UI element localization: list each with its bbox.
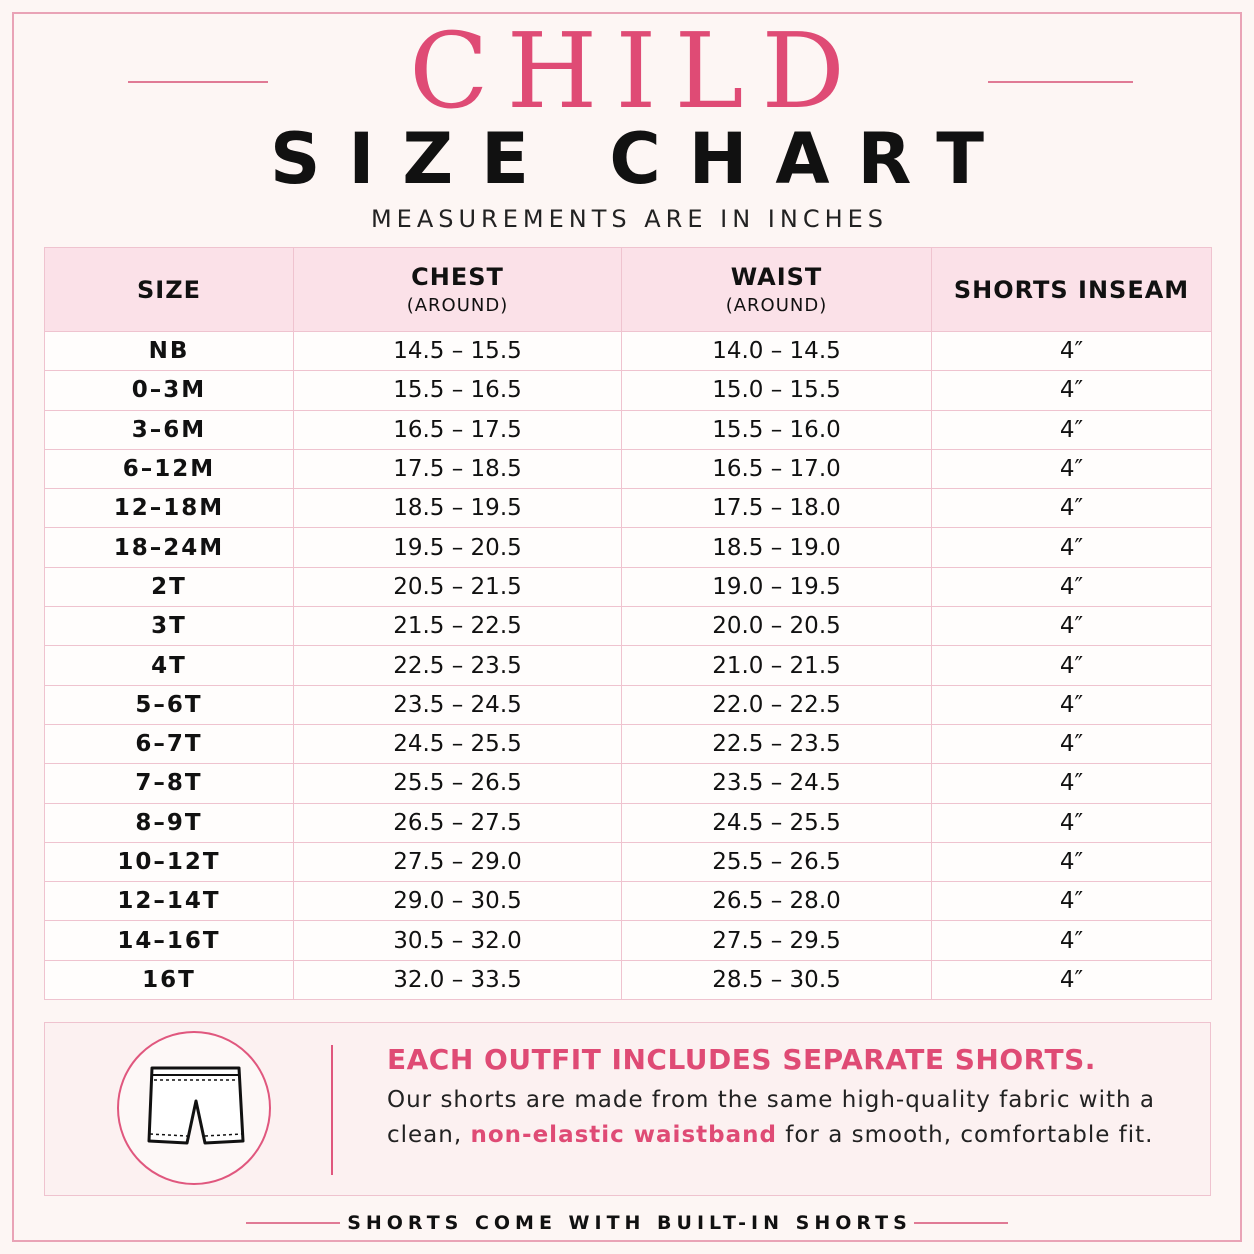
size-cell: 6–7T: [45, 724, 294, 763]
waist-cell: 23.5 – 24.5: [622, 764, 932, 803]
inseam-cell: 4″: [932, 567, 1212, 606]
chest-cell: 20.5 – 21.5: [294, 567, 622, 606]
size-cell: 7–8T: [45, 764, 294, 803]
inseam-cell: 4″: [932, 332, 1212, 371]
info-body-highlight: non-elastic waistband: [470, 1122, 777, 1148]
size-cell: 18–24M: [45, 528, 294, 567]
size-cell: 16T: [45, 960, 294, 999]
chest-cell: 27.5 – 29.0: [294, 842, 622, 881]
table-row: [45, 371, 1212, 410]
waist-cell: 15.5 – 16.0: [622, 410, 932, 449]
chest-cell: 19.5 – 20.5: [294, 528, 622, 567]
table-row: [45, 842, 1212, 881]
chest-cell: 18.5 – 19.5: [294, 489, 622, 528]
table-row: [45, 724, 1212, 763]
shorts-info-box: [44, 1022, 1211, 1196]
header-waist-label: WAIST: [730, 263, 823, 291]
header-chest-label: CHEST: [411, 263, 504, 291]
inseam-cell: 4″: [932, 685, 1212, 724]
info-heading: EACH OUTFIT INCLUDES SEPARATE SHORTS.: [387, 1043, 1096, 1076]
size-cell: 12–18M: [45, 489, 294, 528]
header-inseam-label: SHORTS INSEAM: [953, 275, 1190, 304]
inseam-cell: 4″: [932, 371, 1212, 410]
table-row: [45, 803, 1212, 842]
shorts-icon: [117, 1031, 271, 1185]
waist-cell: 18.5 – 19.0: [622, 528, 932, 567]
footer-note: SHORTS COME WITH BUILT-IN SHORTS: [347, 1212, 912, 1234]
table-row: [45, 960, 1212, 999]
shorts-icon-graphic: [119, 1033, 273, 1187]
waist-cell: 17.5 – 18.0: [622, 489, 932, 528]
waist-cell: 24.5 – 25.5: [622, 803, 932, 842]
info-body: [387, 1083, 1187, 1153]
waist-cell: 28.5 – 30.5: [622, 960, 932, 999]
chest-cell: 14.5 – 15.5: [294, 332, 622, 371]
table-row: [45, 528, 1212, 567]
table-row: [45, 410, 1212, 449]
chest-cell: 15.5 – 16.5: [294, 371, 622, 410]
size-cell: 5–6T: [45, 685, 294, 724]
inseam-cell: 4″: [932, 646, 1212, 685]
size-cell: 0–3M: [45, 371, 294, 410]
chest-cell: 16.5 – 17.5: [294, 410, 622, 449]
inseam-cell: 4″: [932, 803, 1212, 842]
inseam-cell: 4″: [932, 489, 1212, 528]
table-row: [45, 685, 1212, 724]
table-row: [45, 449, 1212, 488]
size-cell: 3–6M: [45, 410, 294, 449]
header-inseam: [932, 248, 1212, 332]
inseam-cell: 4″: [932, 410, 1212, 449]
chest-cell: 30.5 – 32.0: [294, 921, 622, 960]
chest-cell: 21.5 – 22.5: [294, 607, 622, 646]
size-cell: 14–16T: [45, 921, 294, 960]
size-cell: 2T: [45, 567, 294, 606]
waist-cell: 19.0 – 19.5: [622, 567, 932, 606]
inseam-cell: 4″: [932, 882, 1212, 921]
waist-cell: 20.0 – 20.5: [622, 607, 932, 646]
table-body: [45, 332, 1212, 1000]
chest-cell: 32.0 – 33.5: [294, 960, 622, 999]
table-row: [45, 489, 1212, 528]
chest-cell: 25.5 – 26.5: [294, 764, 622, 803]
waist-cell: 27.5 – 29.5: [622, 921, 932, 960]
table-row: [45, 567, 1212, 606]
inseam-cell: 4″: [932, 449, 1212, 488]
chest-cell: 24.5 – 25.5: [294, 724, 622, 763]
size-cell: 6–12M: [45, 449, 294, 488]
inseam-cell: 4″: [932, 724, 1212, 763]
header-size-label: SIZE: [136, 275, 201, 304]
chest-cell: 17.5 – 18.5: [294, 449, 622, 488]
table-row: [45, 332, 1212, 371]
header-chest-sub: (AROUND): [406, 295, 509, 316]
waist-cell: 14.0 – 14.5: [622, 332, 932, 371]
header-chest: [294, 248, 622, 332]
waist-cell: 25.5 – 26.5: [622, 842, 932, 881]
table-row: [45, 764, 1212, 803]
chest-cell: 29.0 – 30.5: [294, 882, 622, 921]
subtitle-measurements: MEASUREMENTS ARE IN INCHES: [370, 205, 889, 233]
size-chart-table: [44, 247, 1212, 1000]
table-row: [45, 921, 1212, 960]
size-cell: 8–9T: [45, 803, 294, 842]
table-row: [45, 607, 1212, 646]
header-size: [45, 248, 294, 332]
waist-cell: 26.5 – 28.0: [622, 882, 932, 921]
inseam-cell: 4″: [932, 764, 1212, 803]
table-row: [45, 646, 1212, 685]
header-waist-sub: (AROUND): [725, 295, 828, 316]
waist-cell: 22.0 – 22.5: [622, 685, 932, 724]
size-cell: 4T: [45, 646, 294, 685]
size-cell: 12–14T: [45, 882, 294, 921]
chest-cell: 23.5 – 24.5: [294, 685, 622, 724]
inseam-cell: 4″: [932, 842, 1212, 881]
size-cell: NB: [45, 332, 294, 371]
waist-cell: 16.5 – 17.0: [622, 449, 932, 488]
title-child: CHILD: [409, 10, 863, 132]
info-divider: [331, 1045, 333, 1175]
table-header-row: [45, 248, 1212, 332]
inseam-cell: 4″: [932, 528, 1212, 567]
waist-cell: 22.5 – 23.5: [622, 724, 932, 763]
waist-cell: 15.0 – 15.5: [622, 371, 932, 410]
chest-cell: 26.5 – 27.5: [294, 803, 622, 842]
size-cell: 3T: [45, 607, 294, 646]
chest-cell: 22.5 – 23.5: [294, 646, 622, 685]
size-cell: 10–12T: [45, 842, 294, 881]
inseam-cell: 4″: [932, 921, 1212, 960]
info-body-part2: for a smooth, comfortable fit.: [776, 1122, 1154, 1148]
inseam-cell: 4″: [932, 960, 1212, 999]
info-body-part1: Our shorts are made from the same high-quality fabric with a clean,: [387, 1087, 1155, 1148]
table-row: [45, 882, 1212, 921]
waist-cell: 21.0 – 21.5: [622, 646, 932, 685]
header-waist: [622, 248, 932, 332]
title-size-chart: SIZE CHART: [269, 118, 1013, 200]
inseam-cell: 4″: [932, 607, 1212, 646]
